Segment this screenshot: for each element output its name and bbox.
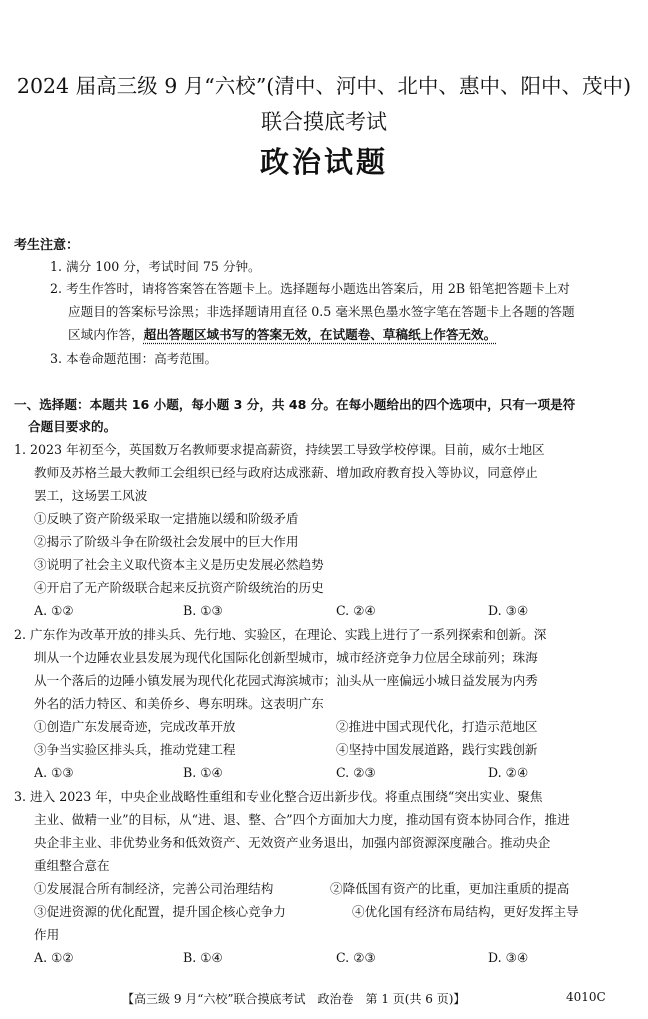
q3-statement-2: ②降低国有资产的比重，更加注重质的提高 <box>330 881 570 896</box>
q1-option-a: A. ①② <box>34 603 74 618</box>
notice-item-1: 1. 满分 100 分，考试时间 75 分钟。 <box>50 259 261 274</box>
q2-statement-1: ①创造广东发展奇迹，完成改革开放 <box>34 719 236 734</box>
q2-option-b: B. ①④ <box>183 765 223 780</box>
notice-heading: 考生注意： <box>14 238 80 253</box>
q2-option-a: A. ①③ <box>34 765 74 780</box>
q2-statement-4: ④坚持中国发展道路，践行实践创新 <box>336 742 538 757</box>
q1-statement-4: ④开启了无产阶级联合起来反抗资产阶级统治的历史 <box>34 580 324 595</box>
q2-statement-2: ②推进中国式现代化，打造示范地区 <box>336 719 538 734</box>
section-heading-line2: 合题目要求的。 <box>28 419 117 434</box>
q1-stem-line2: 教师及苏格兰最大教师工会组织已经与政府达成涨薪、增加政府教育投入等协议，同意停止 <box>34 465 538 480</box>
q2-option-c: C. ②③ <box>336 765 376 780</box>
q2-stem-line1: 2. 广东作为改革开放的排头兵、先行地、实验区，在理论、实践上进行了一系列探索和创新。深 <box>14 627 547 642</box>
q3-stem-line4: 重组整合意在 <box>34 858 110 873</box>
q2-stem-line3: 从一个落后的边陲小镇发展为现代化花园式海滨城市；汕头从一座偏远小城日益发展为内秀 <box>34 673 538 688</box>
q1-option-d: D. ③④ <box>488 603 529 618</box>
q3-statement-1: ①发展混合所有制经济，完善公司治理结构 <box>34 881 274 896</box>
q1-statement-2: ②揭示了阶级斗争在阶级社会发展中的巨大作用 <box>34 534 299 549</box>
q2-statement-3: ③争当实验区排头兵，推动党建工程 <box>34 742 236 757</box>
q1-stem-line1: 1. 2023 年初至今，英国数万名教师要求提高薪资，持续罢工导致学校停课。目前，威尔士地区 <box>14 442 545 457</box>
q3-option-d: D. ③④ <box>488 950 529 965</box>
q3-statement-3: ③促进资源的优化配置，提升国企核心竞争力 <box>34 904 286 919</box>
notice-emphasis: 超出答题区域书写的答案无效，在试题卷、草稿纸上作答无效。 <box>143 327 497 342</box>
notice-item-2-line3 <box>68 326 496 344</box>
q1-stem-line3: 罢工，这场罢工风波 <box>34 488 148 503</box>
q1-option-c: C. ②④ <box>336 603 376 618</box>
notice-item-2-line3-text: 区域内作答， <box>68 327 144 342</box>
q1-option-b: B. ①③ <box>183 603 223 618</box>
footer-paper-code: 4010C <box>566 990 606 1004</box>
exam-title-line2: 联合摸底考试 <box>261 110 387 134</box>
footer-exam-info: 【高三级 9 月“六校”联合摸底考试 政治卷 第 1 页(共 6 页)】 <box>122 992 466 1006</box>
section-heading-line1: 一、选择题：本题共 16 小题，每小题 3 分，共 48 分。在每小题给出的四个选项中，只有一项是符 <box>14 397 576 412</box>
q2-option-d: D. ②④ <box>488 765 529 780</box>
notice-item-2-line2: 应题目的答案标号涂黑；非选择题请用直径 0.5 毫米黑色墨水签字笔在答题卡上各题的答题 <box>68 304 575 319</box>
q3-stem-line3: 央企非主业、非优势业务和低效资产、无效资产业务退出，加强内部资源深度融合。推动央企 <box>34 835 551 850</box>
q1-statement-3: ③说明了社会主义取代资本主义是历史发展必然趋势 <box>34 557 324 572</box>
q3-option-c: C. ②③ <box>336 950 376 965</box>
q3-statement-4-cont: 作用 <box>34 927 60 942</box>
q2-stem-line4: 外名的活力特区、和美侨乡、粤东明珠。这表明广东 <box>34 696 324 711</box>
q3-statement-4: ④优化国有经济布局结构，更好发挥主导 <box>352 904 579 919</box>
q3-option-b: B. ①④ <box>183 950 223 965</box>
q2-stem-line2: 圳从一个边陲农业县发展为现代化国际化创新型城市，城市经济竞争力位居全球前列；珠海 <box>34 650 538 665</box>
q3-stem-line1: 3. 进入 2023 年，中央企业战略性重组和专业化整合迈出新步伐。将重点围绕“突出实业、聚焦 <box>14 789 543 804</box>
subject-title: 政治试题 <box>259 145 388 179</box>
q3-stem-line2: 主业、做精一业”的目标，从“进、退、整、合”四个方面加大力度，推动国有资本协同合作，推进 <box>34 812 570 827</box>
exam-title-line1: 2024 届高三级 9 月“六校”(清中、河中、北中、惠中、阳中、茂中) <box>16 74 632 98</box>
notice-item-3: 3. 本卷命题范围：高考范围。 <box>50 351 218 366</box>
q3-option-a: A. ①② <box>34 950 74 965</box>
notice-item-2-line1: 2. 考生作答时，请将答案答在答题卡上。选择题每小题选出答案后，用 2B 铅笔把答题卡上对 <box>50 281 570 296</box>
q1-statement-1: ①反映了资产阶级采取一定措施以缓和阶级矛盾 <box>34 511 299 526</box>
